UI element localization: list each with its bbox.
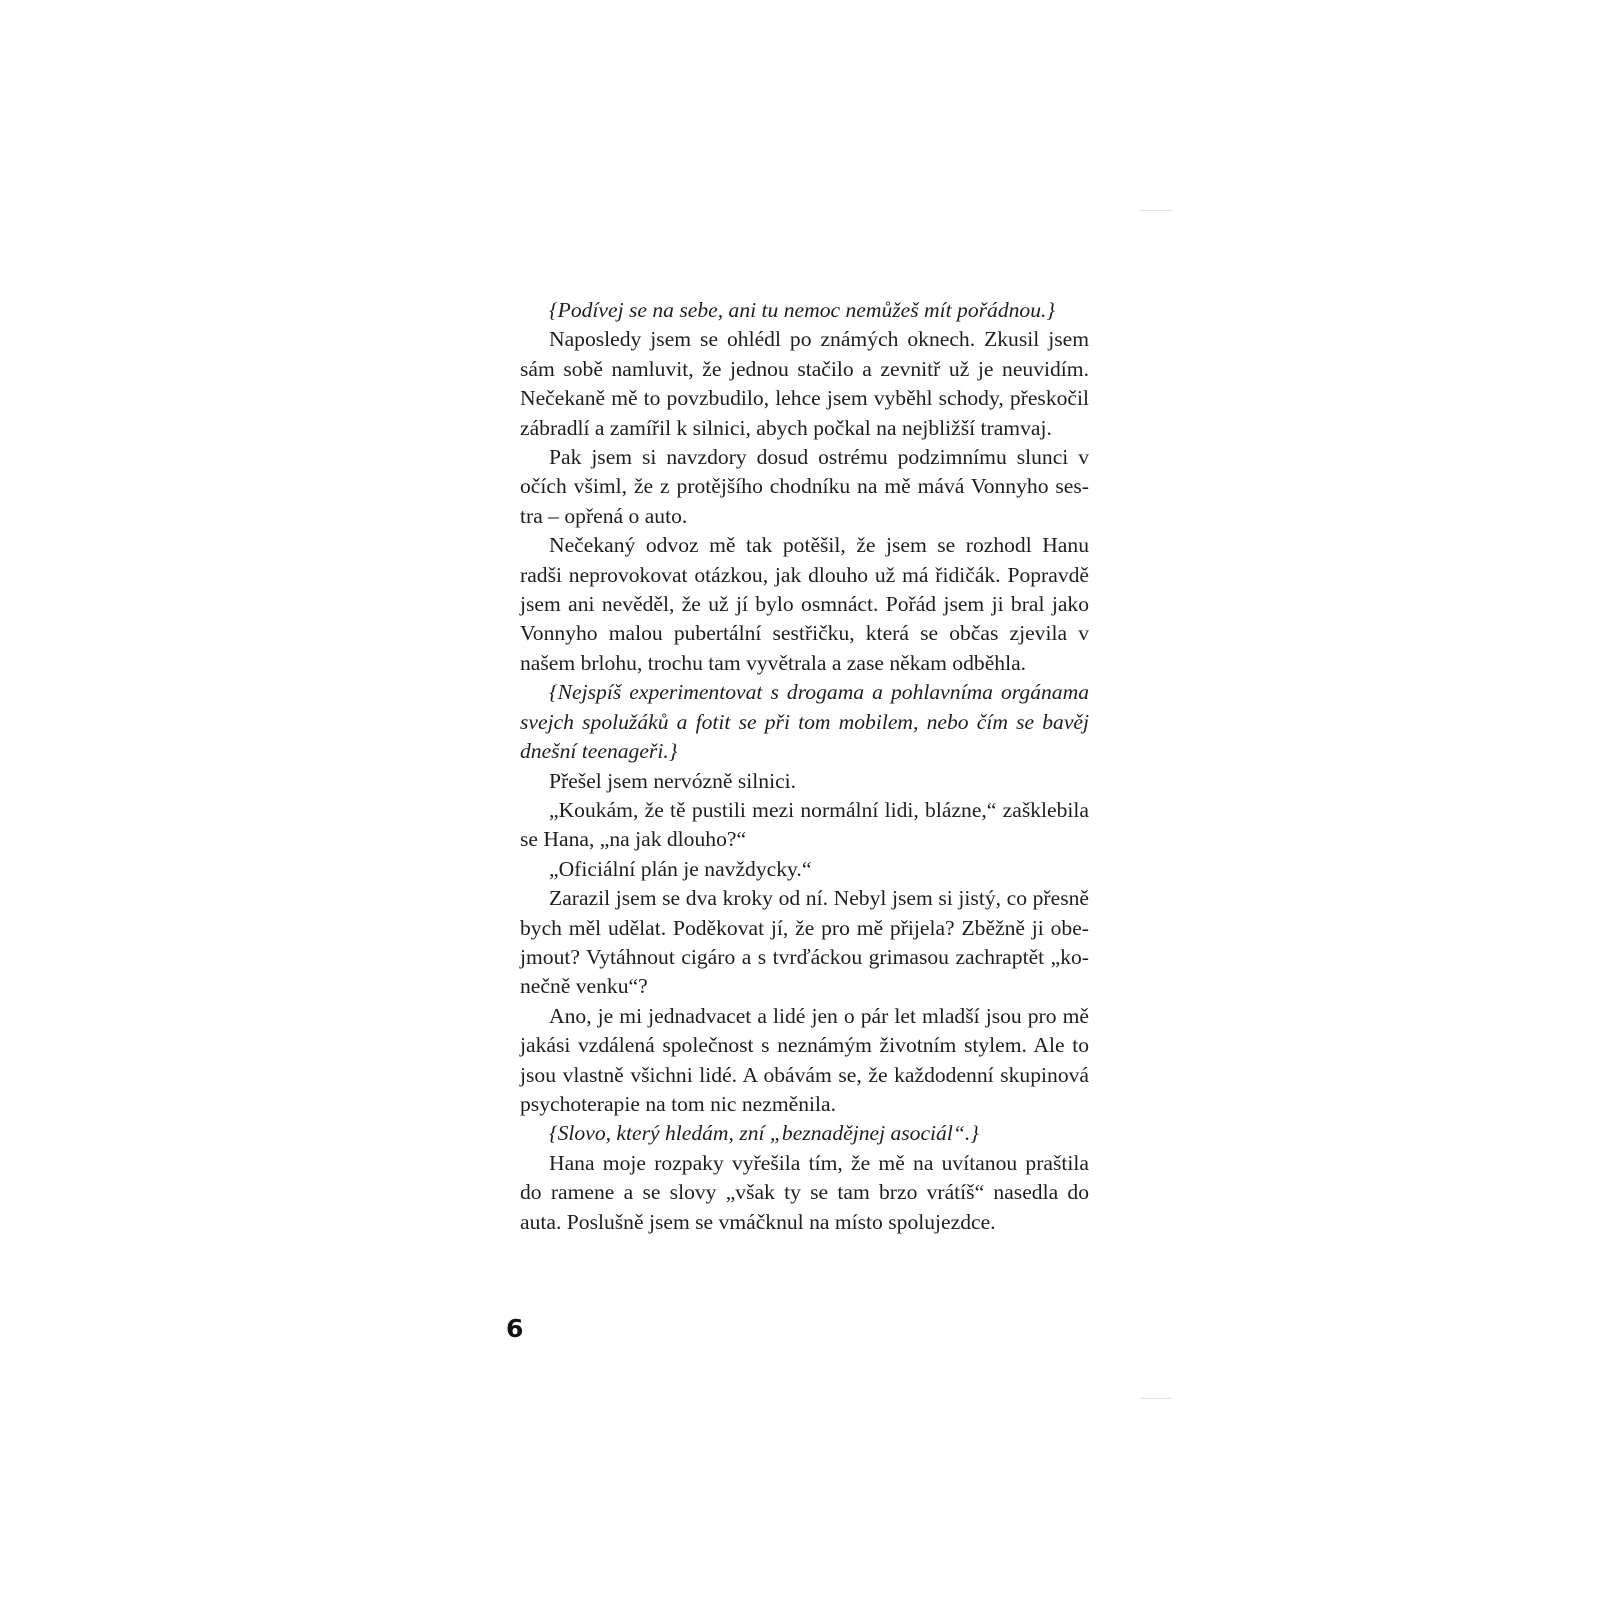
body-text — [520, 296, 1089, 1237]
page-number: 6 — [506, 1314, 524, 1343]
paragraph-dialogue: „Koukám, že tě pustili mezi normální lidi, blázne,“ zašklebila se Hana, „na jak dlouho?“ — [520, 797, 1089, 852]
paragraph: Hana moje rozpaky vyřešila tím, že mě na uvítanou praštila do ramene a se slovy „však ty se tam brzo vrátíš“ nasedla do auta. Poslušně jsem se vmáčknul na místo spolujezdce. — [520, 1150, 1089, 1234]
crop-mark-top — [1140, 210, 1172, 211]
paragraph: Zarazil jsem se dva kroky od ní. Nebyl jsem si jistý, co přesně bych měl udělat. Poděkovat jí, že pro mě přijela? Zběžně ji obejmout? Vytáhnout cigáro a s tvrďáckou grimasou zachraptět „konečně venku“? — [520, 886, 1089, 999]
paragraph-dialogue: „Oficiální plán je navždycky.“ — [549, 856, 812, 881]
paragraph: Naposledy jsem se ohlédl po známých oknech. Zkusil jsem sám sobě namluvit, že jednou stačilo a zevnitř už je neuvidím. Nečekaně mě to povzbudilo, lehce jsem vyběhl schody, přeskočil zábradlí a zamířil k silnici, abych počkal na nejbližší tramvaj. — [520, 327, 1089, 440]
paragraph: Ano, je mi jednadvacet a lidé jen o pár let mladší jsou pro mě jakási vzdálená společnost s neznámým životním stylem. Ale to jsou vlastně všichni lidé. A obávám se, že každodenní skupinová psychoterapie na tom nic nezměnila. — [520, 1003, 1089, 1116]
paragraph-italic-thought: {Slovo, který hledám, zní „beznadějnej asociál“.} — [549, 1121, 979, 1146]
paragraph: Přešel jsem nervózně silnici. — [549, 768, 797, 793]
crop-mark-bottom — [1140, 1398, 1172, 1399]
paragraph-italic-thought: {Nejspíš experimentovat s drogama a pohlavníma orgánama svejch spolužáků a fotit se při tom mobilem, nebo čím se bavěj dnešní teenageři.} — [520, 680, 1089, 764]
paragraph: Nečekaný odvoz mě tak potěšil, že jsem se rozhodl Hanu radši neprovokovat otázkou, jak dlouho už má řidičák. Popravdě jsem ani nevěděl, že už jí bylo osmnáct. Pořád jsem ji bral jako Vonnyho malou pubertální sestřičku, která se občas zjevila v našem brlohu, trochu tam vyvětrala a zase někam odběhla. — [520, 533, 1089, 675]
paragraph-italic-thought: {Podívej se na sebe, ani tu nemoc nemůžeš mít pořádnou.} — [549, 298, 1056, 322]
paragraph: Pak jsem si navzdory dosud ostrému podzimnímu slunci v očích všiml, že z protějšího chodníku na mě mává Vonnyho sestra – opřená o auto. — [520, 445, 1089, 528]
